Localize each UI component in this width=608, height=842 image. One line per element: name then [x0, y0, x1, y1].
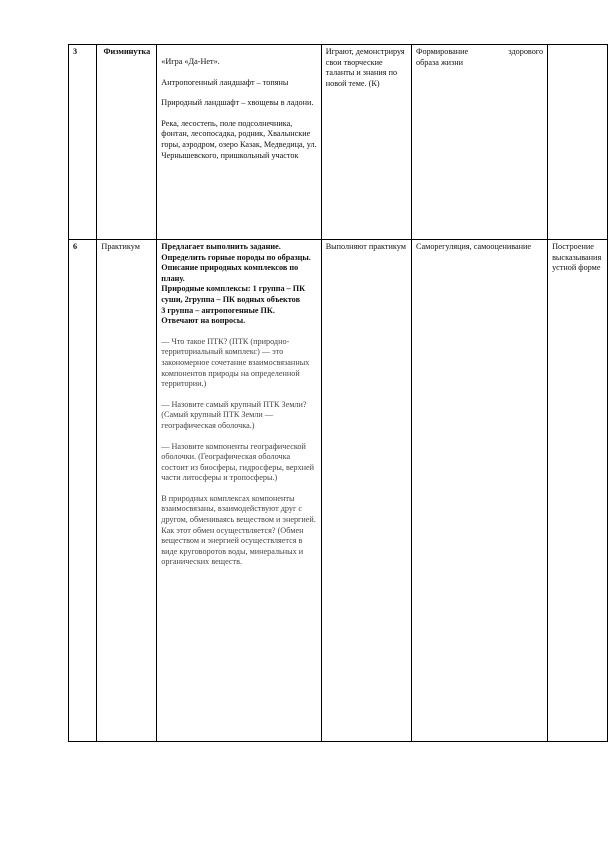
stage-cell: Физминутка — [97, 45, 157, 240]
teacher-instructions — [161, 242, 316, 327]
question-text: В природных комплексах компоненты взаимосвязаны, взаимодействуют друг с другом, обмениваясь веществом и энергией. Как этот обмен осуществляется? (Обмен веществом и энергией осуществляется в виде круговоротов воды, минеральных и органических веществ. — [161, 493, 316, 567]
teacher-text: «Игра «Да-Нет». — [161, 57, 220, 66]
teacher-text: Антропогенный ландшафт – топяны — [161, 77, 289, 87]
result-text: образа жизни — [416, 57, 463, 67]
stage-cell: Практикум — [97, 240, 157, 742]
question-text: — Что такое ПТК? (ПТК (природно-территориальный комплекс) — это закономерное сочетание взаимосвязанных компонентов природы на определенной территории.) — [161, 336, 310, 389]
teacher-text: Природные комплексы: 1 группа – ПК суши, 2группа – ПК водных объектов — [161, 284, 306, 304]
row-number-cell: 3 — [69, 45, 97, 240]
teacher-activity-cell — [157, 240, 321, 742]
teacher-text: 3 группа – антропогенные ПК. — [161, 305, 275, 315]
lesson-plan-table — [68, 44, 608, 742]
result-text: здорового — [508, 47, 544, 56]
table-row — [69, 45, 608, 240]
teacher-text: Природный ландшафт – хвощевы в ладони. — [161, 98, 314, 108]
result-text: Формирование — [416, 47, 469, 56]
question-text: — Назовите самый крупный ПТК Земли? (Самый крупный ПТК Земли — географическая оболочка.) — [161, 399, 307, 430]
teacher-activity-cell — [157, 45, 321, 240]
row-number-cell: 6 — [69, 240, 97, 742]
result-cell: Саморегуляция, самооценивание — [412, 240, 548, 742]
teacher-text: Отвечают на вопросы. — [161, 316, 246, 326]
result-cell — [412, 45, 548, 240]
teacher-text: Описание природных комплексов по плану. — [161, 263, 299, 283]
teacher-text: Предлагает выполнить задание. Определить горные породы по образцы. — [161, 242, 311, 262]
table-row — [69, 240, 608, 742]
extra-cell — [548, 45, 608, 240]
extra-cell: Построение высказывания устной форме — [548, 240, 608, 742]
question-text: — Назовите компоненты географической оболочки. (Географическая оболочка состоит из биосферы, гидросферы, верхней части литосферы и тропосферы.) — [161, 441, 314, 483]
teacher-text: Река, лесостепь, поле подсолнечника, фонтан, лесопосадка, родник, Хвалынские горы, аэродром, озеро Казак, Медведица, ул. Чернышевского, пришкольный участок — [161, 118, 317, 160]
student-activity-cell: Выполняют практикум — [321, 240, 411, 742]
student-activity-cell: Играют, демонстрируя свои творческие таланты и знания по новой теме. (К) — [321, 45, 411, 240]
